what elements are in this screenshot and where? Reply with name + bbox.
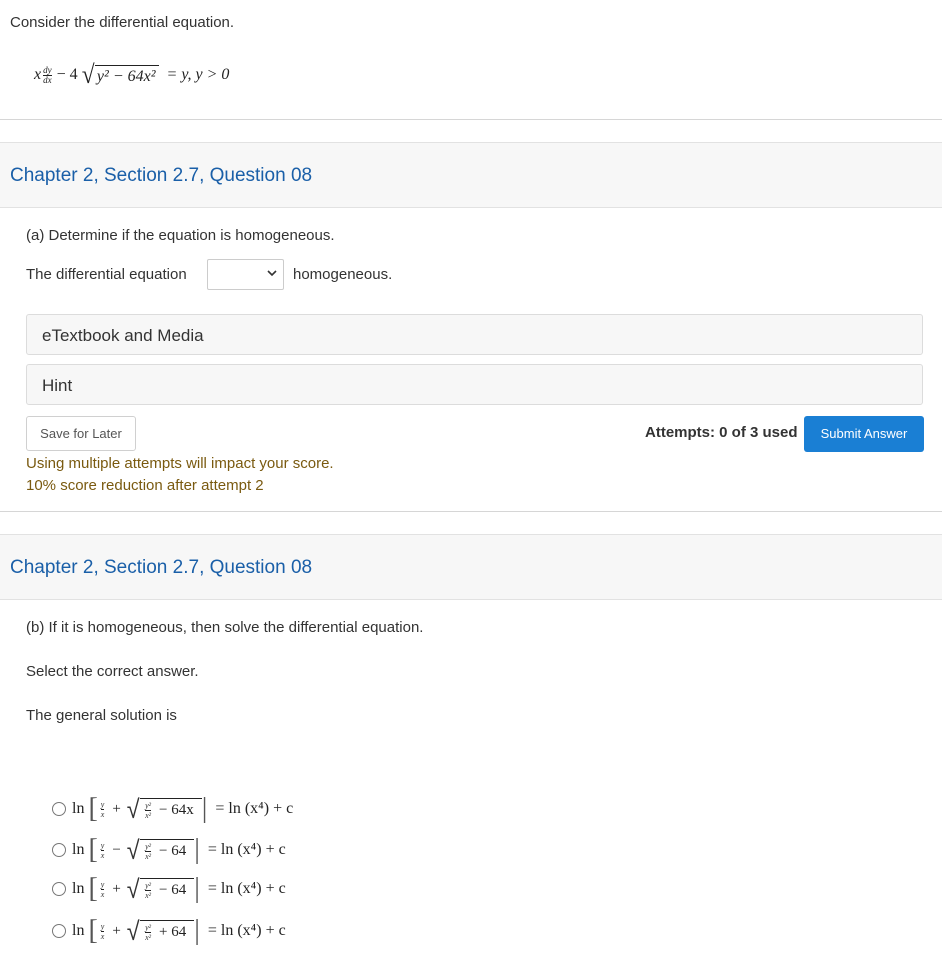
submit-answer-button[interactable]: Submit Answer — [804, 416, 924, 452]
answer-option-1[interactable]: ln [ $\frac{y}{x}$ + √ $\frac{\text{y²}}{\text{x²}}$ − 64x | = ln (x⁴) + c — [52, 794, 293, 824]
option-operator: + — [112, 922, 121, 939]
option-radicand-tail: + 64 — [159, 924, 187, 940]
eq-dy: dy — [43, 64, 52, 75]
eq-x: x — [34, 66, 42, 83]
option-operator: + — [112, 800, 121, 817]
radio-button[interactable] — [52, 882, 66, 896]
option-radicand-tail: − 64 — [159, 882, 187, 898]
attempts-counter: Attempts: 0 of 3 used — [645, 424, 798, 441]
option-operator: + — [112, 880, 121, 897]
dy-dx-fraction — [43, 66, 52, 85]
eq-sqrt: √ y² − 64x² — [81, 64, 159, 86]
option-operator: − — [112, 841, 121, 858]
question-b-header — [0, 534, 942, 600]
option-rhs: = ln (x⁴) + c — [207, 841, 286, 858]
answer-option-2[interactable]: ln [ $\frac{y}{x}$ − √ $\frac{\text{y²}}{\text{x²}}$ − 64 | = ln (x⁴) + c — [52, 835, 286, 865]
chevron-down-icon — [267, 268, 277, 281]
attempts-note: Using multiple attempts will impact your score. — [26, 455, 334, 472]
eq-minus-4: − 4 — [56, 66, 78, 83]
option-rhs: = ln (x⁴) + c — [207, 922, 286, 939]
question-b-prompt: (b) If it is homogeneous, then solve the differential equation. — [26, 619, 424, 636]
homogeneous-select[interactable] — [207, 259, 284, 290]
etextbook-label: eTextbook and Media — [42, 326, 204, 345]
hint-label: Hint — [42, 376, 73, 395]
question-a-header — [0, 142, 942, 208]
intro-text: Consider the differential equation. — [10, 14, 235, 31]
differential-equation — [34, 58, 229, 92]
radio-button[interactable] — [52, 924, 66, 938]
sentence-after: homogeneous. — [293, 266, 393, 283]
question-a-prompt: (a) Determine if the equation is homogeneous. — [26, 227, 335, 244]
score-reduction-note: 10% score reduction after attempt 2 — [26, 477, 264, 494]
option-radicand-tail: − 64x — [159, 802, 194, 818]
save-for-later-button[interactable]: Save for Later — [26, 416, 136, 451]
eq-rhs: = y, y > 0 — [166, 66, 230, 83]
divider — [0, 119, 942, 120]
hint-panel[interactable] — [26, 364, 923, 405]
etextbook-panel[interactable] — [26, 314, 923, 355]
radio-button[interactable] — [52, 802, 66, 816]
option-rhs: = ln (x⁴) + c — [215, 800, 294, 817]
option-radicand-tail: − 64 — [159, 843, 187, 859]
question-b-title: Chapter 2, Section 2.7, Question 08 — [10, 557, 313, 578]
answer-option-3[interactable]: ln [ $\frac{y}{x}$ + √ $\frac{\text{y²}}{\text{x²}}$ − 64 | = ln (x⁴) + c — [52, 874, 286, 904]
select-correct-text: Select the correct answer. — [26, 663, 199, 680]
radio-button[interactable] — [52, 843, 66, 857]
eq-radicand: y² − 64x² — [95, 65, 159, 86]
divider — [0, 511, 942, 512]
general-solution-text: The general solution is — [26, 707, 177, 724]
sentence-before: The differential equation — [26, 266, 187, 283]
option-rhs: = ln (x⁴) + c — [207, 880, 286, 897]
eq-dx: dx — [43, 74, 52, 85]
answer-option-4[interactable]: ln [ $\frac{y}{x}$ + √ $\frac{\text{y²}}{\text{x²}}$ + 64 | = ln (x⁴) + c — [52, 916, 286, 946]
question-a-title: Chapter 2, Section 2.7, Question 08 — [10, 165, 313, 186]
